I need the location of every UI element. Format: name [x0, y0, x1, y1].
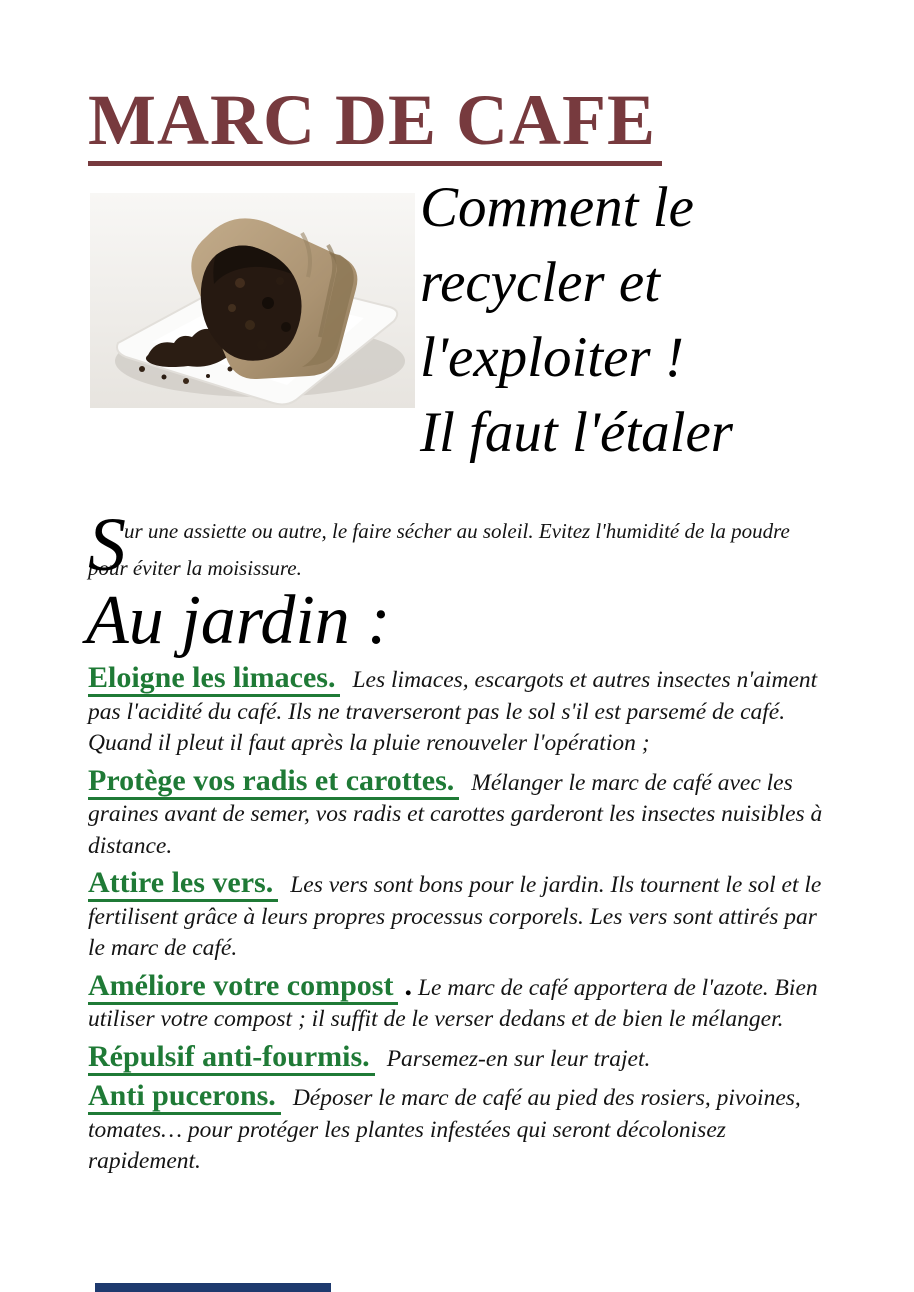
tip-heading-suffix: .	[404, 968, 412, 1002]
coffee-grounds-photo	[90, 193, 415, 408]
tip-heading-green: Protège vos radis et carottes.	[88, 764, 459, 800]
tip-body: Déposer le marc de café au pied des rosiers, pivoines, tomates… pour protéger les plantes infestées qui seront décolonisez rapidement.	[88, 1085, 801, 1174]
tip-body: Mélanger le marc de café avec les graines avant de semer, vos radis et carottes garderont les insectes nuisibles à distance.	[88, 769, 823, 859]
tip-heading-green: Eloigne les limaces.	[88, 661, 340, 697]
tip-section-fourmis	[88, 1041, 836, 1076]
tip-body: Les limaces, escargots et autres insectes n'aiment pas l'acidité du café. Ils ne traverseront pas le sol s'il est parsemé de café. Quand il pleut il faut après la pluie renouveler l'opération ;	[88, 667, 818, 756]
drop-cap: S	[88, 503, 126, 587]
tip-body: Le marc de café apportera de l'azote. Bien utiliser votre compost ; il suffit de le verser dedans et de bien le mélanger.	[88, 974, 818, 1032]
tip-section-vers	[88, 867, 836, 965]
cutoff-blue-bar	[95, 1283, 331, 1292]
tip-heading-green: Améliore votre compost	[88, 969, 398, 1005]
tip-section-compost	[88, 970, 836, 1036]
tip-section-pucerons	[88, 1080, 836, 1178]
tip-heading-green: Attire les vers.	[88, 866, 278, 902]
section-heading-au-jardin: Au jardin :	[86, 582, 391, 659]
intro-text: ur une assiette ou autre, le faire sécher au soleil. Evitez l'humidité de la poudre pour éviter la moisissure.	[88, 519, 790, 580]
tip-body: Parsemez-en sur leur trajet.	[386, 1045, 651, 1072]
tip-body: Les vers sont bons pour le jardin. Ils tournent le sol et le fertilisent grâce à leurs propres processus corporels. Les vers sont attirés par le marc de café.	[88, 872, 822, 961]
tip-heading-green: Répulsif anti-fourmis.	[88, 1040, 375, 1076]
hero-subtitle-line: l'exploiter !	[420, 326, 684, 389]
hero-subtitle-line: Comment le	[420, 176, 694, 239]
intro-paragraph	[88, 503, 830, 587]
tip-section-limaces	[88, 662, 836, 760]
document-title: MARC DE CAFE	[88, 84, 662, 166]
tip-heading-green: Anti pucerons.	[88, 1079, 281, 1115]
tips-list	[88, 662, 836, 1183]
tip-section-radis-carottes	[88, 765, 836, 863]
hero-subtitle-line: recycler et	[420, 251, 660, 314]
hero-subtitle-line: Il faut l'étaler	[420, 401, 733, 464]
hero-subtitle	[420, 170, 733, 470]
